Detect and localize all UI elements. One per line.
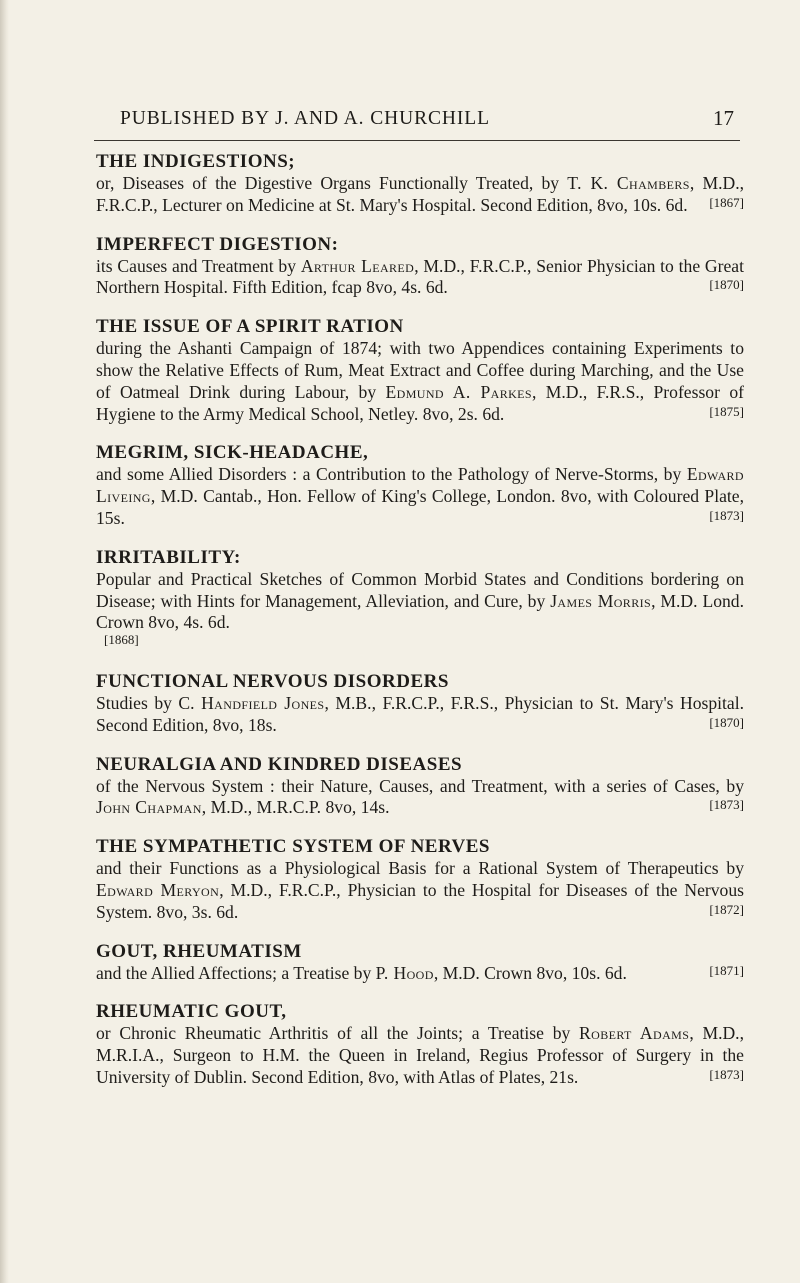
entry-text: Popular and Practical Sketches of Common Morbid States and Conditions bordering on Disease; with Hints for Management, Alleviation, and Cure, by bbox=[96, 568, 744, 611]
entry-text-continued: , M.D. Lond. Crown 8vo, 4s. 6d. bbox=[96, 590, 744, 633]
catalogue-entry bbox=[96, 941, 744, 985]
entry-text-continued: , M.B., F.R.C.P., F.R.S., Physician to St. Mary's Hospital. Second Edition, 8vo, 18s. bbox=[96, 692, 745, 735]
running-head: PUBLISHED BY J. AND A. CHURCHILL bbox=[120, 108, 490, 129]
entry-author: Handfield Jones bbox=[201, 692, 325, 713]
entry-year: [1873] bbox=[709, 1066, 744, 1082]
catalogue-entry bbox=[96, 442, 744, 529]
page-header bbox=[94, 108, 734, 136]
entry-description bbox=[96, 963, 744, 985]
entry-text-continued: , M.D., F.R.C.P., Lecturer on Medicine at St. Mary's Hospital. Second Edition, 8vo, 10s. 6d. bbox=[96, 173, 744, 215]
entry-title: FUNCTIONAL NERVOUS DISORDERS bbox=[96, 670, 449, 692]
entry-year: [1870] bbox=[709, 277, 744, 293]
entry-title: THE ISSUE OF A SPIRIT RATION bbox=[96, 316, 404, 338]
entry-text: during the Ashanti Campaign of 1874; with two Appendices containing Experiments to show the Relative Effects of Rum, Meat Extract and Coffee during Marching, and the Use of Oatmeal Drink during Labour, by bbox=[96, 338, 744, 402]
entry-description bbox=[96, 569, 744, 654]
entry-text: or Chronic Rheumatic Arthritis of all the Joints; a Treatise by bbox=[96, 1023, 580, 1044]
entry-description bbox=[96, 858, 744, 923]
entry-text: and some Allied Disorders : a Contribution to the Pathology of Nerve-Storms, by bbox=[96, 464, 687, 485]
entry-title: NEURALGIA AND KINDRED DISEASES bbox=[96, 753, 463, 775]
entry-text: Studies by C. bbox=[96, 692, 202, 713]
entry-text: its Causes and Treatment by bbox=[96, 255, 301, 276]
entry-text-continued: , M.D. Cantab., Hon. Fellow of King's College, London. 8vo, with Coloured Plate, 15s. bbox=[96, 486, 744, 528]
entry-author: Edmund A. Parkes bbox=[385, 381, 532, 402]
entry-year: [1870] bbox=[709, 714, 744, 730]
entry-text: and the Allied Affections; a Treatise by bbox=[96, 962, 376, 983]
catalogue-entry bbox=[96, 316, 744, 425]
entry-text-continued: , M.D., M.R.I.A., Surgeon to H.M. the Queen in Ireland, Regius Professor of Surgery in the University of Dublin. Second Edition, 8vo, with Atlas of Plates, 21s. bbox=[96, 1023, 744, 1087]
entry-author: Robert Adams bbox=[579, 1023, 690, 1044]
header-rule bbox=[94, 140, 740, 141]
entry-title: MEGRIM, SICK-HEADACHE, bbox=[96, 442, 369, 464]
entry-text-continued: , M.D., M.R.C.P. 8vo, 14s. bbox=[201, 797, 390, 818]
entry-text: of the Nervous System : their Nature, Causes, and Treatment, with a series of Cases, by bbox=[96, 775, 744, 796]
catalogue-entry bbox=[96, 671, 744, 737]
entry-year: [1875] bbox=[709, 403, 744, 419]
entry-title: GOUT, RHEUMATISM bbox=[96, 940, 302, 962]
entry-year: [1873] bbox=[709, 797, 744, 813]
entry-title: IRRITABILITY: bbox=[96, 546, 241, 568]
entry-text: or, Diseases of the Digestive Organs Functionally Treated, by bbox=[96, 173, 568, 193]
entry-description bbox=[96, 256, 744, 300]
entry-text-continued: , M.D., F.R.C.P., Physician to the Hospital for Diseases of the Nervous System. 8vo, 3s. 6d. bbox=[96, 879, 744, 922]
entry-text: and their Functions as a Physiological Basis for a Rational System of Therapeutics by bbox=[96, 858, 744, 879]
entry-text-continued: , M.D. Crown 8vo, 10s. 6d. bbox=[433, 962, 627, 983]
entry-title: IMPERFECT DIGESTION: bbox=[96, 233, 339, 255]
entry-description bbox=[96, 173, 744, 217]
entry-text-continued: , M.D., F.R.C.P., Senior Physician to the Great Northern Hospital. Fifth Edition, fcap 8vo, 4s. 6d. bbox=[96, 255, 745, 298]
entry-text-continued: , M.D., F.R.S., Professor of Hygiene to the Army Medical School, Netley. 8vo, 2s. 6d. bbox=[96, 381, 744, 424]
entry-author: P. Hood bbox=[375, 962, 434, 983]
entry-title: THE INDIGESTIONS; bbox=[96, 151, 296, 172]
catalogue-entry bbox=[96, 1001, 744, 1088]
catalogue-entry bbox=[96, 234, 744, 300]
entry-title: RHEUMATIC GOUT, bbox=[96, 1001, 287, 1023]
entry-title: THE SYMPATHETIC SYSTEM OF NERVES bbox=[96, 836, 490, 858]
entry-author: John Chapman bbox=[96, 797, 202, 818]
entry-description bbox=[96, 1023, 744, 1088]
entry-author: Arthur Leared bbox=[300, 255, 415, 276]
catalogue-entry bbox=[96, 151, 744, 217]
entry-author: Edward Meryon bbox=[96, 879, 220, 900]
entry-author: Edward Liveing bbox=[96, 464, 744, 507]
catalogue-entries bbox=[96, 151, 744, 1106]
catalogue-entry bbox=[96, 547, 744, 654]
entry-description bbox=[96, 776, 744, 820]
page-number: 17 bbox=[713, 106, 734, 130]
entry-year: [1872] bbox=[709, 901, 744, 917]
entry-year: [1868] bbox=[104, 632, 139, 648]
entry-year: [1871] bbox=[709, 962, 744, 978]
entry-description bbox=[96, 464, 744, 529]
entry-description bbox=[96, 693, 744, 737]
entry-year: [1867] bbox=[709, 194, 744, 210]
catalogue-entry bbox=[96, 754, 744, 820]
entry-author: T. K. Chambers bbox=[567, 173, 690, 193]
catalogue-entry bbox=[96, 836, 744, 923]
entry-description bbox=[96, 338, 744, 425]
page-gutter-shadow bbox=[0, 0, 9, 1283]
entry-author: James Morris bbox=[550, 590, 652, 611]
entry-year: [1873] bbox=[709, 507, 744, 523]
